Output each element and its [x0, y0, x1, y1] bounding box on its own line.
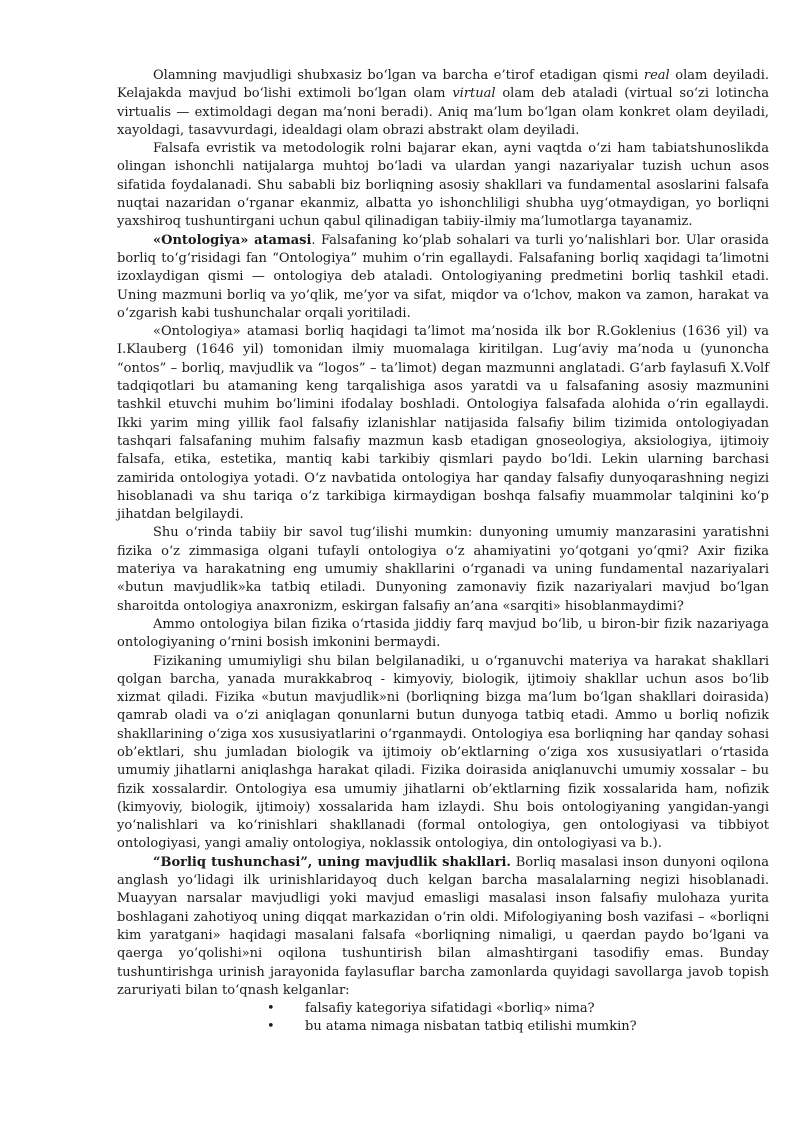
list-item: [117, 1018, 769, 1036]
p8-text: Borliq masalasi inson dunyoni oqilona anglash yo‘lidagi ilk urinishlaridayoq duch kelgan barcha masalalarning negizi hisoblanadi. Muayyan narsalar mavjudligi yoki mavjud emasligi masalasi inson falsafiy mulohaza yurita boshlagani zahotiyoq uning diqqat markazidan o‘rin oldi. Mifologiyaning bosh vazifasi – «borliqni kim yaratgani» haqidagi masalani falsafa «borliqning nimaligi, u qaerdan paydo bo‘lgani va qaerga yo‘qolishi»ni oqilona tushuntirish bilan almashtirgani tasodifiy emas. Bunday tushuntirishga urinish jarayonida faylasuflar barcha zamonlarda quyidagi savollarga javob topish zaruriyati bilan to‘qnash kelganlar:: [117, 854, 769, 998]
paragraph-physics-question: Shu o‘rinda tabiiy bir savol tug‘ilishi mumkin: dunyoning umumiy manzarasini yaratishni fizika o‘z zimmasiga olgani tufayli ontologiya o‘z ahamiyatini yo‘qotgani yo‘qmi? Axir fizika materiya va harakatning eng umumiy shakllarini o‘rganadi va uning fundamental nazariyalari «butun mavjudlik»ka tatbiq etiladi. Dunyoning zamonaviy fizik nazariyalari mavjud bo‘lgan sharoitda ontologiya anaxronizm, eskirgan falsafiy an’ana «sarqiti» hisoblanmaydimi?: [117, 525, 769, 614]
p1-text-e: olam deb ataladi (virtual so‘zi lotincha virtualis — extimoldagi degan ma’noni beradi). Aniq ma’lum bo‘lgan olam konkret olam deyiladi, xayoldagi, tasavvurdagi, idealdagi olam obrazi abstrakt olam deyiladi.: [117, 86, 769, 138]
paragraph-ontology-vs-physics: Ammo ontologiya bilan fizika o‘rtasida jiddiy farq mavjud bo‘lib, u biron-bir fizik nazariyaga ontologiyaning o‘rnini bosish imkonini bermaydi.: [117, 616, 769, 651]
section-heading-ontology: «Ontologiya» atamasi: [153, 232, 312, 248]
paragraph-ontology-term: [117, 232, 769, 323]
p1-term-virtual: virtual: [452, 86, 496, 102]
paragraph-real-virtual: [117, 67, 769, 140]
list-item-text: bu atama nimaga nisbatan tatbiq etilishi mumkin?: [305, 1019, 637, 1035]
p3-text: . Falsafaning ko‘plab sohalari va turli yo‘nalishlari bor. Ular orasida borliq to‘g‘risidagi fan “Ontologiya” muhim o‘rin egallaydi. Falsafaning borliq xaqidagi ta’limotni izoxlaydigan qismi — ontologiya deb ataladi. Ontologiyaning predmetini borliq tashkil etadi. Uning mazmuni borliq va yo‘qlik, me’yor va sifat, miqdor va o‘lchov, makon va zamon, harakat va o‘zgarish kabi tushunchalar orqali yoritiladi.: [117, 232, 769, 321]
list-item-text: falsafiy kategoriya sifatidagi «borliq» nima?: [305, 1001, 595, 1017]
p1-text-a: Olamning mavjudligi shubxasiz bo‘lgan va barcha e’tirof etadigan qismi: [153, 68, 644, 83]
paragraph-philosophy-role: Falsafa evristik va metodologik rolni bajarar ekan, ayni vaqtda o‘zi ham tabiatshunoslikda olingan ishonchli natijalarga muhtoj bo‘ladi va ulardan yangi nazariyalar tuzish uchun asos sifatida foydalanadi. Shu sababli biz borliqning asosiy shakllari va fundamental asoslarini falsafa nuqtai nazaridan o‘rganar ekanmiz, albatta yo ishonchliligi shubha uyg‘otmaydigan, yo borliqni yaxshiroq tushuntirgani uchun qabul qilinadigan tabiiy-ilmiy ma’lumotlarga tayanamiz.: [117, 141, 769, 230]
list-item: [117, 1000, 769, 1018]
paragraph-being-concept: [117, 854, 769, 1000]
paragraph-physics-generality: Fizikaning umumiyligi shu bilan belgilanadiki, u o‘rganuvchi materiya va harakat shakllari qolgan barcha, yanada murakkabroq - kimyoviy, biologik, ijtimoiy shakllar uchun asos bo‘lib xizmat qiladi. Fizika «butun mavjudlik»ni (borliqning bizga ma’lum bo‘lgan shakllari doirasida) qamrab oladi va o‘zi aniqlagan qonunlarni butun dunyoga tatbiq etadi. Ammo u borliq nofizik shakllarining o‘ziga xos xususiyatlarini o‘rganmaydi. Ontologiya esa borliqning har qanday sohasi ob’ektlari, shu jumladan biologik va ijtimoiy ob’ektlarning o‘ziga xos xususiyatlari o‘rtasida umumiy jihatlarni aniqlashga harakat qiladi. Fizika doirasida aniqlanuvchi umumiy xossalar – bu fizik xossalardir. Ontologiya esa umumiy jihatlarni ob’ektlarning fizik xossalarida ham, nofizik (kimyoviy, biologik, ijtimoiy) xossalarida ham izlaydi. Shu bois ontologiyaning yangidan-yangi yo‘nalishlari va ko‘rinishlari shakllanadi (formal ontologiya, gen ontologiyasi va tibbiyot ontologiyasi, yangi amaliy ontologiya, noklassik ontologiya, din ontologiyasi va b.).: [117, 653, 769, 852]
paragraph-ontology-history: «Ontologiya» atamasi borliq haqidagi ta’limot ma’nosida ilk bor R.Goklenius (1636 yil) va I.Klauberg (1646 yil) tomonidan ilmiy muomalaga kiritilgan. Lug‘aviy ma’noda u (yunoncha “ontos” – borliq, mavjudlik va “logos” – ta’limot) degan mazmunni anglatadi. G‘arb faylasufi X.Volf tadqiqotlari bu atamaning keng tarqalishiga asos yaratdi va u falsafaning asosiy mazmunini tashkil etuvchi muhim bo‘limini ifodalay boshladi. Ontologiya falsafada alohida o‘rin egallaydi. Ikki yarim ming yillik faol falsafiy izlanishlar natijasida falsafiy bilim tizimida ontologiyadan tashqari falsafaning muhim falsafiy mazmun kasb etadigan gnoseologiya, aksiologiya, ijtimoiy falsafa, etika, estetika, mantiq kabi tarkibiy qismlari paydo bo‘ldi. Lekin ularning barchasi zamirida ontologiya yotadi. O‘z navbatida ontologiya har qanday falsafiy dunyoqarashning negizi hisoblanadi va shu tariqa o‘z tarkibiga kirmaydigan boshqa falsafiy muammolar talqinini ko‘p jihatdan belgilaydi.: [117, 324, 769, 523]
p1-term-real: real: [643, 68, 670, 83]
p1-text-c: olam deyiladi. Kelajakda mavjud bo‘lishi extimoli bo‘lgan olam: [117, 68, 769, 102]
section-heading-being: “Borliq tushunchasi”, uning mavjudlik shakllari.: [153, 854, 511, 870]
document-page: [117, 67, 769, 1037]
question-list: [117, 1000, 769, 1037]
bullet-icon: •: [267, 1019, 275, 1035]
bullet-icon: •: [267, 1001, 275, 1017]
